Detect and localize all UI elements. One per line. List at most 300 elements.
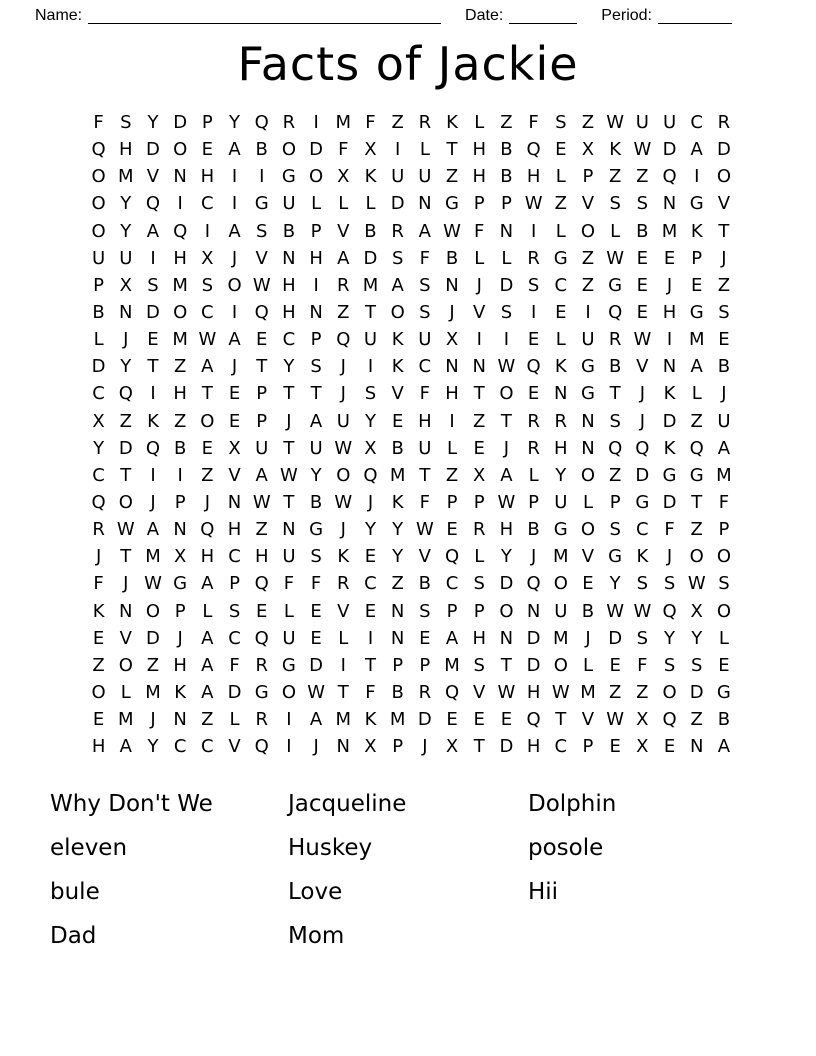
- grid-letter: H: [662, 302, 677, 324]
- grid-letter: O: [580, 519, 596, 541]
- grid-letter: Q: [145, 437, 161, 459]
- grid-letter: D: [499, 573, 514, 595]
- grid-letter: Q: [662, 600, 677, 622]
- grid-letter: W: [606, 709, 625, 731]
- word-item: Dad: [50, 923, 97, 950]
- grid-letter: N: [119, 600, 133, 622]
- grid-letter: X: [337, 166, 350, 188]
- grid-letter: X: [228, 437, 241, 459]
- grid-letter: V: [581, 193, 595, 215]
- grid-letter: W: [252, 492, 271, 514]
- grid-letter: O: [173, 139, 188, 161]
- grid-letter: Z: [201, 709, 214, 731]
- grid-letter: H: [418, 410, 432, 432]
- grid-row: [85, 353, 738, 380]
- grid-letter: J: [666, 274, 673, 296]
- grid-letter: O: [553, 654, 568, 676]
- grid-letter: W: [606, 247, 625, 269]
- grid-letter: U: [635, 112, 649, 134]
- grid-letter: K: [636, 546, 649, 568]
- grid-letter: U: [363, 329, 378, 351]
- grid-letter: H: [173, 654, 187, 676]
- grid-row: [85, 380, 738, 407]
- grid-letter: A: [309, 410, 323, 432]
- grid-letter: Q: [526, 356, 541, 378]
- grid-letter: Z: [581, 112, 595, 134]
- grid-letter: X: [581, 139, 595, 161]
- grid-letter: L: [528, 464, 539, 486]
- grid-letter: V: [473, 302, 486, 324]
- grid-letter: Y: [120, 220, 132, 242]
- grid-letter: K: [92, 600, 105, 622]
- grid-letter: D: [118, 437, 133, 459]
- grid-letter: Q: [526, 709, 541, 731]
- grid-letter: N: [581, 410, 595, 432]
- grid-letter: Q: [336, 329, 351, 351]
- grid-letter: N: [336, 736, 351, 758]
- grid-letter: N: [554, 383, 568, 405]
- grid-letter: F: [93, 573, 104, 595]
- grid-letter: S: [419, 274, 431, 296]
- grid-letter: D: [146, 139, 160, 161]
- grid-letter: Q: [608, 437, 623, 459]
- grid-letter: R: [391, 220, 404, 242]
- grid-letter: L: [338, 627, 349, 649]
- grid-row: [85, 218, 738, 245]
- grid-letter: P: [174, 492, 186, 514]
- grid-letter: R: [255, 654, 268, 676]
- grid-letter: S: [419, 600, 431, 622]
- grid-letter: O: [173, 302, 188, 324]
- grid-letter: G: [309, 519, 324, 541]
- grid-letter: H: [173, 247, 187, 269]
- grid-letter: D: [662, 410, 677, 432]
- grid-letter: L: [283, 600, 294, 622]
- grid-letter: W: [443, 220, 461, 242]
- grid-letter: P: [691, 247, 703, 269]
- grid-letter: I: [530, 302, 537, 324]
- grid-letter: S: [473, 654, 485, 676]
- grid-letter: I: [476, 329, 482, 351]
- grid-letter: S: [718, 302, 730, 324]
- grid-letter: Z: [581, 247, 595, 269]
- grid-letter: L: [610, 220, 621, 242]
- grid-letter: R: [527, 437, 540, 459]
- grid-letter: Z: [201, 464, 214, 486]
- grid-letter: C: [282, 329, 296, 351]
- grid-letter: C: [690, 112, 703, 134]
- grid-letter: N: [227, 492, 242, 514]
- grid-letter: K: [337, 546, 350, 568]
- period-blank-line: [658, 8, 732, 24]
- grid-letter: X: [201, 247, 214, 269]
- grid-letter: K: [364, 709, 377, 731]
- grid-letter: T: [500, 654, 512, 676]
- word-item: Dolphin: [528, 791, 617, 818]
- grid-letter: J: [95, 546, 102, 568]
- grid-row: [85, 598, 738, 625]
- grid-letter: C: [173, 736, 187, 758]
- grid-letter: N: [282, 519, 296, 541]
- period-label: Period:: [601, 7, 652, 24]
- grid-letter: S: [310, 356, 322, 378]
- grid-letter: I: [177, 193, 183, 215]
- grid-letter: T: [364, 302, 376, 324]
- grid-letter: E: [636, 274, 649, 296]
- grid-letter: F: [419, 247, 431, 269]
- grid-letter: D: [608, 627, 623, 649]
- grid-letter: B: [500, 139, 513, 161]
- grid-letter: D: [227, 682, 242, 704]
- grid-letter: E: [92, 709, 105, 731]
- word-item: Hii: [528, 879, 559, 906]
- grid-letter: M: [362, 274, 379, 296]
- grid-letter: Y: [392, 546, 404, 568]
- grid-letter: A: [717, 437, 731, 459]
- grid-letter: A: [201, 627, 214, 649]
- grid-letter: H: [309, 247, 323, 269]
- grid-letter: S: [663, 654, 676, 676]
- grid-letter: R: [472, 519, 486, 541]
- grid-letter: Q: [254, 573, 269, 595]
- grid-letter: E: [228, 410, 241, 432]
- grid-letter: Z: [337, 302, 350, 324]
- grid-letter: U: [309, 437, 323, 459]
- grid-letter: J: [313, 736, 319, 758]
- grid-letter: R: [608, 329, 622, 351]
- grid-letter: V: [391, 383, 404, 405]
- grid-letter: L: [311, 193, 322, 215]
- grid-letter: N: [173, 519, 187, 541]
- word-item: Love: [288, 879, 343, 906]
- grid-letter: F: [93, 112, 104, 134]
- grid-letter: P: [446, 492, 458, 514]
- grid-letter: Z: [146, 654, 160, 676]
- grid-letter: I: [395, 139, 401, 161]
- grid-letter: X: [173, 546, 187, 568]
- grid-letter: E: [636, 302, 649, 324]
- grid-letter: N: [282, 247, 296, 269]
- grid-letter: M: [172, 329, 188, 351]
- grid-row: [85, 272, 738, 299]
- grid-letter: A: [228, 329, 241, 351]
- grid-letter: P: [500, 193, 512, 215]
- grid-letter: T: [256, 356, 268, 378]
- grid-letter: M: [553, 627, 569, 649]
- grid-letter: P: [310, 220, 322, 242]
- grid-letter: B: [282, 220, 296, 242]
- grid-letter: G: [689, 302, 704, 324]
- grid-letter: H: [91, 736, 106, 758]
- grid-letter: N: [689, 736, 704, 758]
- grid-letter: V: [473, 682, 486, 704]
- grid-letter: Y: [147, 112, 159, 134]
- grid-letter: S: [201, 274, 214, 296]
- grid-row: [85, 299, 738, 326]
- grid-letter: N: [499, 220, 514, 242]
- grid-letter: Z: [636, 166, 649, 188]
- grid-letter: Y: [310, 464, 322, 486]
- grid-letter: C: [201, 302, 214, 324]
- grid-letter: O: [553, 573, 568, 595]
- grid-letter: B: [173, 437, 187, 459]
- grid-letter: C: [364, 573, 377, 595]
- grid-letter: O: [91, 220, 106, 242]
- grid-letter: D: [499, 274, 514, 296]
- grid-letter: R: [527, 410, 540, 432]
- grid-letter: A: [119, 736, 132, 758]
- grid-letter: Q: [363, 464, 378, 486]
- grid-letter: N: [445, 274, 459, 296]
- grid-letter: F: [528, 112, 539, 134]
- grid-letter: Y: [229, 112, 241, 134]
- grid-letter: O: [499, 383, 514, 405]
- grid-letter: D: [309, 139, 324, 161]
- grid-letter: F: [419, 383, 431, 405]
- grid-letter: T: [310, 383, 322, 405]
- grid-letter: L: [120, 682, 131, 704]
- grid-letter: X: [445, 329, 459, 351]
- grid-letter: T: [500, 410, 512, 432]
- grid-letter: Z: [608, 166, 622, 188]
- word-item: posole: [528, 835, 604, 862]
- grid-letter: W: [415, 519, 434, 541]
- grid-letter: Q: [91, 139, 106, 161]
- grid-letter: T: [473, 383, 485, 405]
- grid-letter: L: [338, 193, 349, 215]
- grid-letter: H: [554, 437, 568, 459]
- grid-letter: V: [581, 546, 595, 568]
- grid-letter: D: [635, 464, 650, 486]
- grid-letter: I: [340, 654, 346, 676]
- grid-letter: E: [310, 600, 322, 622]
- grid-letter: R: [418, 682, 432, 704]
- grid-letter: T: [555, 709, 567, 731]
- grid-letter: U: [554, 492, 568, 514]
- grid-letter: I: [313, 112, 319, 134]
- grid-letter: O: [390, 302, 405, 324]
- grid-letter: Q: [526, 139, 541, 161]
- grid-letter: D: [309, 654, 324, 676]
- grid-letter: B: [309, 492, 323, 514]
- grid-letter: B: [445, 247, 459, 269]
- grid-letter: I: [313, 274, 319, 296]
- grid-letter: O: [91, 193, 106, 215]
- grid-letter: R: [255, 709, 268, 731]
- grid-letter: D: [390, 193, 405, 215]
- grid-letter: V: [636, 356, 649, 378]
- grid-letter: Z: [717, 274, 731, 296]
- grid-letter: L: [474, 247, 485, 269]
- grid-letter: H: [445, 383, 459, 405]
- grid-letter: N: [390, 600, 405, 622]
- grid-letter: B: [608, 356, 622, 378]
- grid-letter: A: [201, 573, 214, 595]
- grid-letter: C: [228, 546, 241, 568]
- grid-letter: J: [639, 383, 645, 405]
- grid-letter: M: [145, 682, 161, 704]
- grid-letter: H: [200, 166, 215, 188]
- grid-letter: X: [364, 139, 377, 161]
- grid-letter: S: [527, 274, 540, 296]
- grid-letter: P: [392, 654, 404, 676]
- grid-letter: I: [231, 166, 238, 188]
- grid-letter: U: [282, 193, 296, 215]
- grid-letter: E: [609, 654, 621, 676]
- grid-letter: P: [310, 329, 322, 351]
- grid-letter: X: [690, 600, 703, 622]
- grid-letter: F: [310, 573, 322, 595]
- grid-letter: Z: [255, 519, 268, 541]
- grid-letter: B: [500, 166, 513, 188]
- grid-letter: I: [177, 464, 183, 486]
- grid-letter: L: [447, 437, 458, 459]
- grid-letter: O: [499, 600, 514, 622]
- name-label: Name:: [35, 7, 83, 24]
- grid-letter: O: [716, 166, 731, 188]
- grid-letter: T: [718, 220, 730, 242]
- word-item: Jacqueline: [288, 791, 407, 818]
- grid-letter: D: [363, 247, 378, 269]
- grid-letter: P: [473, 600, 485, 622]
- grid-letter: A: [391, 274, 404, 296]
- grid-letter: E: [582, 573, 594, 595]
- word-bank-column: [528, 782, 768, 958]
- grid-letter: J: [422, 736, 428, 758]
- grid-letter: E: [446, 519, 458, 541]
- grid-letter: Q: [254, 736, 269, 758]
- grid-row: [85, 543, 738, 570]
- grid-row: [85, 326, 738, 353]
- grid-letter: A: [445, 627, 459, 649]
- grid-letter: K: [663, 437, 676, 459]
- grid-letter: K: [554, 356, 567, 378]
- grid-letter: G: [173, 573, 188, 595]
- grid-letter: W: [606, 600, 625, 622]
- grid-letter: D: [146, 302, 160, 324]
- grid-letter: E: [473, 437, 485, 459]
- grid-letter: F: [664, 519, 675, 541]
- grid-letter: Q: [254, 112, 269, 134]
- grid-letter: I: [286, 736, 292, 758]
- grid-letter: O: [580, 464, 596, 486]
- grid-letter: P: [473, 193, 485, 215]
- grid-letter: L: [229, 709, 240, 731]
- grid-row: [85, 570, 738, 597]
- grid-letter: X: [473, 464, 486, 486]
- grid-letter: K: [690, 220, 703, 242]
- grid-letter: F: [229, 654, 240, 676]
- grid-letter: C: [554, 736, 568, 758]
- grid-letter: A: [337, 247, 350, 269]
- grid-letter: Y: [93, 437, 105, 459]
- grid-letter: V: [255, 247, 268, 269]
- grid-letter: E: [473, 709, 485, 731]
- grid-letter: K: [174, 682, 187, 704]
- grid-letter: G: [445, 193, 459, 215]
- grid-letter: W: [307, 682, 325, 704]
- grid-letter: H: [254, 546, 269, 568]
- grid-letter: O: [227, 274, 242, 296]
- grid-letter: U: [662, 112, 677, 134]
- grid-letter: S: [609, 410, 621, 432]
- grid-letter: E: [718, 654, 730, 676]
- grid-letter: D: [716, 139, 731, 161]
- grid-letter: S: [500, 302, 513, 324]
- grid-letter: E: [636, 247, 649, 269]
- grid-letter: S: [636, 573, 649, 595]
- grid-letter: G: [254, 193, 269, 215]
- grid-letter: O: [281, 682, 296, 704]
- grid-letter: A: [146, 519, 160, 541]
- grid-letter: R: [527, 247, 540, 269]
- grid-letter: L: [555, 166, 566, 188]
- grid-letter: J: [585, 627, 591, 649]
- word-item: eleven: [50, 835, 128, 862]
- grid-letter: Q: [200, 519, 215, 541]
- grid-letter: W: [497, 492, 516, 514]
- grid-letter: W: [524, 193, 543, 215]
- grid-letter: A: [201, 356, 214, 378]
- grid-letter: B: [527, 519, 540, 541]
- grid-letter: O: [689, 546, 704, 568]
- grid-letter: U: [391, 166, 405, 188]
- grid-letter: H: [227, 519, 242, 541]
- grid-letter: J: [530, 546, 537, 568]
- grid-letter: T: [446, 139, 458, 161]
- grid-letter: U: [336, 410, 350, 432]
- grid-letter: Y: [500, 546, 512, 568]
- name-blank-line: [88, 8, 441, 24]
- grid-letter: E: [310, 627, 322, 649]
- grid-letter: I: [530, 220, 537, 242]
- grid-letter: A: [500, 464, 513, 486]
- grid-letter: W: [334, 492, 353, 514]
- grid-letter: J: [367, 492, 374, 514]
- grid-letter: D: [146, 627, 160, 649]
- grid-letter: Q: [662, 709, 677, 731]
- grid-letter: C: [228, 627, 241, 649]
- grid-letter: E: [419, 627, 431, 649]
- grid-letter: R: [717, 112, 731, 134]
- grid-letter: V: [228, 464, 241, 486]
- grid-letter: S: [391, 247, 404, 269]
- grid-letter: F: [474, 220, 485, 242]
- grid-letter: Q: [526, 573, 541, 595]
- grid-letter: Y: [364, 410, 376, 432]
- grid-letter: Q: [635, 437, 650, 459]
- grid-letter: A: [228, 139, 241, 161]
- grid-letter: Z: [119, 410, 132, 432]
- grid-letter: B: [92, 302, 105, 324]
- grid-row: [85, 462, 738, 489]
- grid-letter: W: [334, 437, 353, 459]
- grid-letter: X: [445, 736, 459, 758]
- grid-letter: H: [472, 139, 486, 161]
- grid-letter: M: [118, 709, 134, 731]
- grid-letter: G: [716, 682, 731, 704]
- grid-letter: A: [418, 220, 431, 242]
- grid-letter: B: [717, 356, 731, 378]
- grid-letter: N: [662, 193, 677, 215]
- word-bank-column: [50, 782, 288, 958]
- grid-letter: N: [119, 302, 133, 324]
- grid-letter: S: [228, 600, 241, 622]
- grid-letter: J: [204, 492, 210, 514]
- grid-letter: J: [123, 329, 129, 351]
- grid-letter: Y: [147, 736, 159, 758]
- grid-letter: T: [120, 546, 132, 568]
